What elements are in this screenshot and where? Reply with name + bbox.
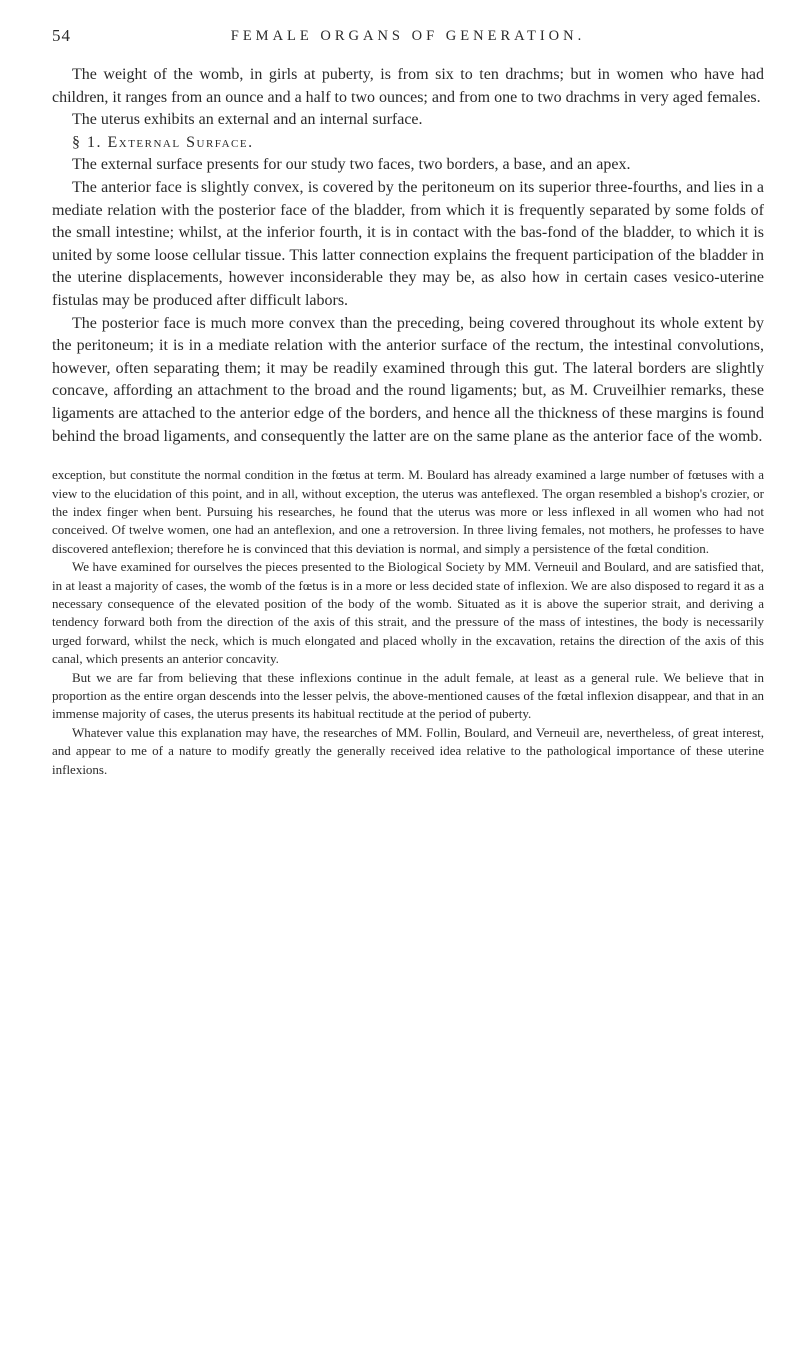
footnote-paragraph: We have examined for ourselves the pieces presented to the Biological Society by MM. Verneuil and Boulard, and are satisfied that, in at least a majority of cases, the womb of the fœtus is in a more or less decided state of inflexion. We are also disposed to regard it as a necessary consequence of the elevated position of the body of the womb. Situated as it is above the superior strait, and deriving a tendency forward both from the direction of the axis of this strait, and the pressure of the mass of intestines, the body is necessarily urged forward, whilst the neck, which is much elongated and placed wholly in the excavation, retains the direction of the axis of this canal, which presents an anterior concavity.: [52, 559, 764, 667]
paragraph-surfaces: The uterus exhibits an external and an internal surface.: [72, 111, 423, 129]
paragraph-anterior-face: The anterior face is slightly convex, is covered by the peritoneum on its superior three-fourths, and lies in a mediate relation with the posterior face of the bladder, from which it is frequently separated by some folds of the small intestine; whilst, at the inferior fourth, it is in contact with the bas-fond of the bladder, to which it is united by some loose cellular tissue. This latter connection explains the frequent participation of the bladder in the uterine displacements, however inconsiderable they may be, as also how in certain cases vesico-uterine fistulas may be produced after difficult labors.: [52, 178, 764, 309]
paragraph-posterior-face: The posterior face is much more convex than the preceding, being covered throughout its whole extent by the peritoneum; it is in a mediate relation with the anterior surface of the rectum, the intestinal convolutions, however, often separating them; it may be readily examined through this gut. The lateral borders are slightly concave, affording an attachment to the broad and the round ligaments; but, as M. Cruveilhier remarks, these ligaments are attached to the anterior edge of the borders, and hence all the thickness of these margins is found behind the broad ligaments, and consequently the latter are on the same plane as the anterior face of the womb.: [52, 314, 764, 445]
main-text: [52, 64, 764, 448]
page-header: [52, 26, 764, 52]
running-title: FEMALE ORGANS OF GENERATION.: [230, 28, 586, 44]
footnote-paragraph: exception, but constitute the normal condition in the fœtus at term. M. Boulard has already examined a large number of fœtuses with a view to the elucidation of this point, and in all, without exception, the uterus was anteflexed. The organ resembled a bishop's crozier, or the index finger when bent. Pursuing his researches, he found that the uterus was more or less inflexed in all women who had not conceived. Of twelve women, one had an anteflexion, and one a retroversion. In three living females, not mothers, he professes to have discovered anteflexion; therefore he is convinced that this deviation is normal, and simply a persistence of the fœtal condition.: [52, 467, 764, 556]
paragraph-external-surface: The external surface presents for our study two faces, two borders, a base, and an apex.: [72, 156, 631, 174]
book-page: [52, 26, 764, 779]
footnote-paragraph: Whatever value this explanation may have, the researches of MM. Follin, Boulard, and Verneuil are, nevertheless, of great interest, and appear to me of a nature to modify greatly the generally received idea relative to the pathological importance of these uterine inflexions.: [52, 724, 764, 777]
page-number: 54: [52, 26, 71, 45]
paragraph-womb-weight: The weight of the womb, in girls at puberty, is from six to ten drachms; but in women who have had children, it ranges from an ounce and a half to two ounces; and from one to two drachms in very aged females.: [52, 66, 764, 106]
footnote-paragraph: But we are far from believing that these inflexions continue in the adult female, at least as a general rule. We believe that in proportion as the entire organ descends into the lesser pelvis, the above-mentioned causes of the fœtal inflexion disappear, and that in an immense majority of cases, the uterus presents its habitual rectitude at the period of puberty.: [52, 669, 764, 722]
section-heading: § 1. External Surface.: [72, 133, 254, 151]
footnotes: [52, 466, 764, 779]
